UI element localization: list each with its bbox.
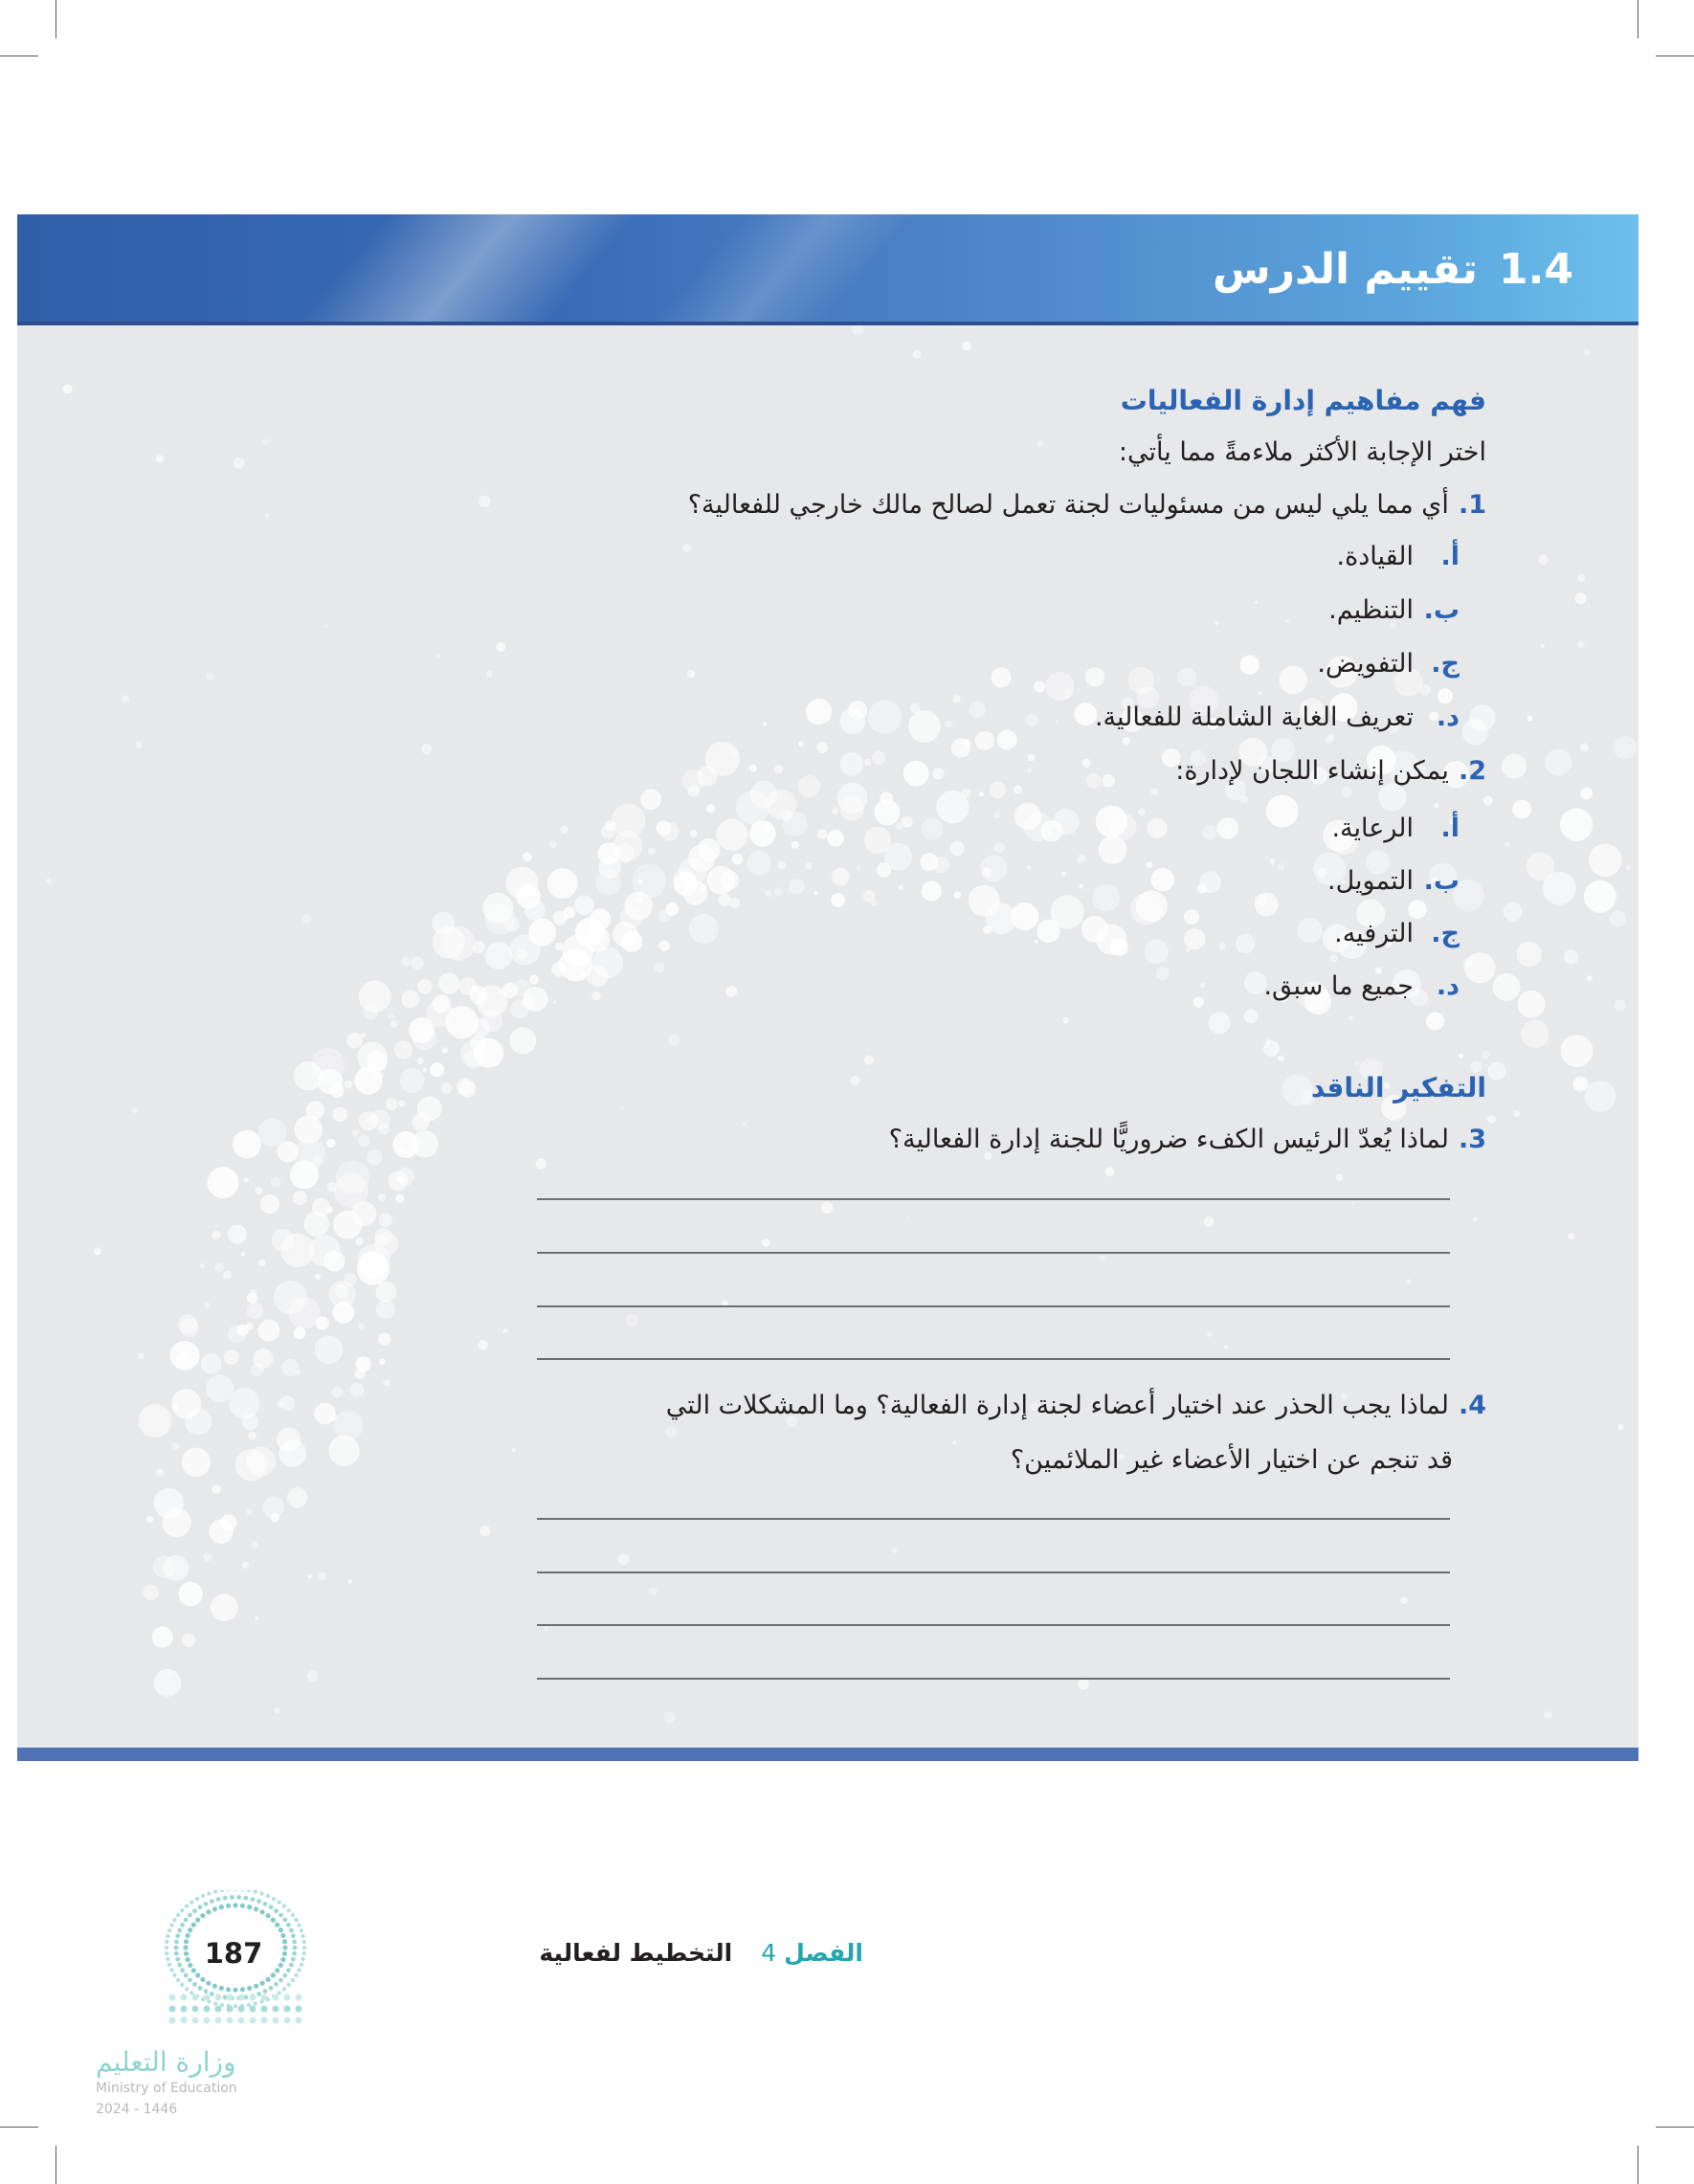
question-4 <box>666 1391 1486 1420</box>
question-text: أي مما يلي ليس من مسئوليات لجنة تعمل لصالح مالك خارجي للفعالية؟ <box>687 490 1449 520</box>
chapter-number: 4 <box>761 1939 777 1967</box>
lesson-number: 1.4 <box>1499 245 1573 294</box>
chapter-title: التخطيط لفعالية <box>539 1939 733 1967</box>
option-item <box>1317 649 1460 679</box>
option-item <box>1334 919 1460 948</box>
question-number: 4. <box>1458 1391 1486 1420</box>
option-text: التفويض. <box>1317 649 1414 679</box>
answer-line[interactable] <box>537 1358 1450 1360</box>
crop-mark <box>1656 2127 1694 2128</box>
instruction-text: اختر الإجابة الأكثر ملاءمةً مما يأتي: <box>1118 437 1486 467</box>
option-letter: ج. <box>1431 919 1460 948</box>
option-text: الترفيه. <box>1334 919 1414 948</box>
question-number: 1. <box>1458 490 1486 520</box>
option-letter: أ. <box>1440 542 1460 571</box>
crop-mark <box>0 2127 38 2128</box>
question-text: يمكن إنشاء اللجان لإدارة: <box>1175 756 1449 786</box>
question-1 <box>688 490 1486 520</box>
option-text: تعريف الغاية الشاملة للفعالية. <box>1094 702 1414 732</box>
panel-bottom-bar <box>17 1748 1638 1761</box>
page-number: 187 <box>204 1937 263 1970</box>
answer-line[interactable] <box>537 1252 1450 1254</box>
option-item <box>1336 542 1460 571</box>
lesson-title: تقييم الدرس <box>1213 245 1479 294</box>
question-text-line-1: لماذا يجب الحذر عند اختيار أعضاء لجنة إدارة الفعالية؟ وما المشكلات التي <box>665 1391 1449 1420</box>
option-letter: ب. <box>1423 866 1460 896</box>
section-heading-concepts: فهم مفاهيم إدارة الفعاليات <box>1120 385 1486 416</box>
ministry-name-arabic: وزارة التعليم <box>96 2046 236 2078</box>
question-number: 3. <box>1458 1125 1486 1154</box>
option-item <box>1331 813 1460 843</box>
option-text: التمويل. <box>1327 866 1414 896</box>
answer-line[interactable] <box>537 1305 1450 1307</box>
answer-line[interactable] <box>537 1198 1450 1200</box>
section-heading-critical-thinking: التفكير الناقد <box>1310 1072 1486 1103</box>
option-letter: د. <box>1436 702 1460 732</box>
option-letter: ج. <box>1431 649 1460 679</box>
option-text: التنظيم. <box>1328 595 1414 625</box>
answer-line[interactable] <box>537 1678 1450 1680</box>
option-letter: ب. <box>1423 595 1460 625</box>
option-item <box>1263 971 1460 1001</box>
question-3 <box>889 1125 1486 1154</box>
banner-title <box>1213 245 1573 294</box>
option-letter: د. <box>1436 971 1460 1001</box>
option-text: القيادة. <box>1336 542 1414 571</box>
option-item <box>1328 595 1460 625</box>
chapter-label: الفصل <box>784 1939 863 1967</box>
ministry-name-english: Ministry of Education <box>96 2081 237 2096</box>
chapter-footer <box>539 1939 863 1967</box>
answer-line[interactable] <box>537 1571 1450 1573</box>
answer-line[interactable] <box>537 1624 1450 1626</box>
question-text-line-2: قد تنجم عن اختيار الأعضاء غير الملائمين؟ <box>1010 1445 1453 1475</box>
question-number: 2. <box>1458 756 1486 786</box>
answer-line[interactable] <box>537 1518 1450 1520</box>
question-2 <box>1175 756 1486 786</box>
option-item <box>1095 702 1460 732</box>
ministry-year: 2024 - 1446 <box>96 2102 178 2117</box>
lesson-banner <box>17 214 1638 325</box>
question-text: لماذا يُعدّ الرئيس الكفء ضروريًّا للجنة إدارة الفعالية؟ <box>888 1125 1449 1154</box>
option-item <box>1327 866 1460 896</box>
option-text: الرعاية. <box>1331 813 1414 843</box>
option-letter: أ. <box>1440 813 1460 843</box>
option-text: جميع ما سبق. <box>1263 971 1414 1001</box>
